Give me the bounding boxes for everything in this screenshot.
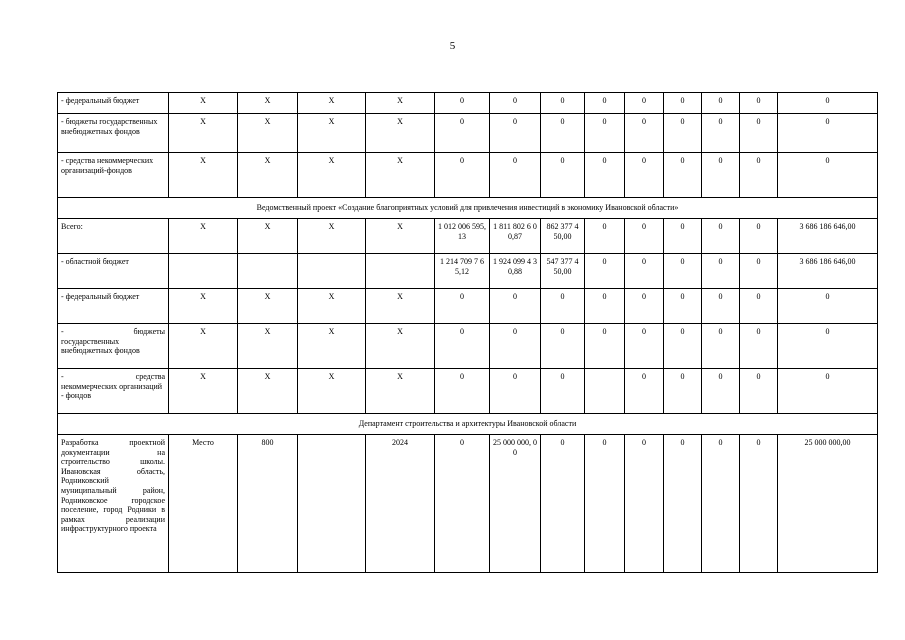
value-cell: 0 (435, 435, 490, 573)
budget-table (57, 92, 878, 573)
extra-cell: X (298, 369, 366, 414)
value-cell: 0 (625, 93, 664, 114)
value-cell: 0 (585, 324, 625, 369)
value-cell: 0 (585, 435, 625, 573)
year-cell: X (366, 93, 435, 114)
code-cell: X (238, 369, 298, 414)
table-row (58, 324, 878, 369)
row-name: - бюджеты государственных внебюджетных фондов (58, 114, 169, 153)
unit-cell (169, 254, 238, 289)
value-cell: 0 (664, 254, 702, 289)
value-cell: 0 (585, 114, 625, 153)
unit-cell: X (169, 93, 238, 114)
value-cell: 0 (702, 435, 740, 573)
row-name: Всего: (58, 219, 169, 254)
row-name: - средства некоммерческих организаций-фондов (58, 153, 169, 198)
value-cell: 0 (702, 219, 740, 254)
value-cell: 0 (702, 254, 740, 289)
value-cell: 0 (585, 153, 625, 198)
total-cell: 3 686 186 646,00 (778, 254, 878, 289)
value-cell: 0 (740, 324, 778, 369)
value-cell: 0 (625, 114, 664, 153)
code-cell: 800 (238, 435, 298, 573)
value-cell: 0 (702, 324, 740, 369)
year-cell: X (366, 114, 435, 153)
value-cell: 0 (490, 93, 541, 114)
unit-cell: Место (169, 435, 238, 573)
year-cell: 2024 (366, 435, 435, 573)
row-name: - областной бюджет (58, 254, 169, 289)
value-cell: 0 (625, 435, 664, 573)
year-cell: X (366, 219, 435, 254)
row-name-word: средства (135, 372, 165, 381)
table-row (58, 254, 878, 289)
value-cell: 0 (664, 435, 702, 573)
value-cell: 0 (541, 435, 585, 573)
table-row (58, 289, 878, 324)
row-name-cell (58, 369, 169, 414)
code-cell: X (238, 153, 298, 198)
value-cell: 0 (585, 219, 625, 254)
value-cell: 1 012 006 595,13 (435, 219, 490, 254)
value-cell: 0 (435, 289, 490, 324)
value-cell: 0 (541, 369, 585, 414)
value-cell: 0 (740, 289, 778, 324)
value-cell: 0 (740, 93, 778, 114)
year-cell: X (366, 153, 435, 198)
total-cell: 0 (778, 93, 878, 114)
total-cell: 0 (778, 153, 878, 198)
value-cell: 547 377 4 50,00 (541, 254, 585, 289)
value-cell (585, 369, 625, 414)
total-cell: 3 686 186 646,00 (778, 219, 878, 254)
value-cell: 0 (625, 219, 664, 254)
value-cell: 0 (625, 369, 664, 414)
value-cell: 0 (740, 114, 778, 153)
value-cell: 0 (664, 219, 702, 254)
extra-cell (298, 254, 366, 289)
row-name-word: бюджеты (133, 327, 165, 336)
table-row (58, 153, 878, 198)
value-cell: 0 (702, 289, 740, 324)
row-name-cell (58, 324, 169, 369)
extra-cell: X (298, 114, 366, 153)
value-cell: 0 (541, 93, 585, 114)
value-cell: 0 (625, 153, 664, 198)
row-name-rest: некоммерческих организаций - фондов (61, 381, 163, 401)
value-cell: 0 (541, 289, 585, 324)
unit-cell: X (169, 324, 238, 369)
value-cell: 0 (490, 324, 541, 369)
table-row (58, 114, 878, 153)
section-title: Ведомственный проект «Создание благоприятных условий для привлечения инвестиций в экономику Ивановской области» (58, 198, 878, 219)
extra-cell: X (298, 289, 366, 324)
extra-cell: X (298, 324, 366, 369)
value-cell: 0 (664, 289, 702, 324)
total-cell: 0 (778, 369, 878, 414)
row-name-dash: - (61, 327, 64, 336)
value-cell: 0 (541, 153, 585, 198)
code-cell: X (238, 324, 298, 369)
total-cell: 25 000 000,00 (778, 435, 878, 573)
value-cell: 0 (435, 114, 490, 153)
value-cell: 0 (664, 369, 702, 414)
code-cell: X (238, 289, 298, 324)
unit-cell: X (169, 219, 238, 254)
unit-cell: X (169, 369, 238, 414)
value-cell: 0 (435, 153, 490, 198)
value-cell: 0 (585, 289, 625, 324)
value-cell: 0 (702, 369, 740, 414)
value-cell: 0 (702, 93, 740, 114)
code-cell (238, 254, 298, 289)
value-cell: 1 811 802 6 00,87 (490, 219, 541, 254)
extra-cell: X (298, 219, 366, 254)
year-cell: X (366, 289, 435, 324)
value-cell: 0 (740, 435, 778, 573)
row-name: Разработка проектной документации на строительство школы. Ивановская область, Родниковский муниципальный район, Родниковское городское поселение, город Родники в рамках реализации инфраструктурного проекта (58, 435, 169, 573)
value-cell: 862 377 4 50,00 (541, 219, 585, 254)
table-row (58, 435, 878, 573)
total-cell: 0 (778, 324, 878, 369)
year-cell: X (366, 369, 435, 414)
value-cell: 0 (585, 93, 625, 114)
value-cell: 0 (702, 153, 740, 198)
value-cell: 1 924 099 4 30,88 (490, 254, 541, 289)
code-cell: X (238, 93, 298, 114)
row-name-rest: государственных внебюджетных фондов (61, 336, 140, 356)
unit-cell: X (169, 114, 238, 153)
value-cell: 0 (585, 254, 625, 289)
row-name: - федеральный бюджет (58, 289, 169, 324)
value-cell: 1 214 709 7 65,12 (435, 254, 490, 289)
page-number: 5 (449, 40, 456, 52)
value-cell: 0 (490, 369, 541, 414)
value-cell: 0 (664, 153, 702, 198)
value-cell: 0 (740, 369, 778, 414)
year-cell (366, 254, 435, 289)
value-cell: 0 (541, 324, 585, 369)
value-cell: 0 (664, 93, 702, 114)
table-row (58, 219, 878, 254)
row-name-dash: - (61, 372, 64, 381)
table-row (58, 369, 878, 414)
value-cell: 0 (625, 324, 664, 369)
value-cell: 0 (435, 369, 490, 414)
value-cell: 0 (702, 114, 740, 153)
extra-cell (298, 435, 366, 573)
value-cell: 0 (740, 153, 778, 198)
section-title: Департамент строительства и архитектуры Ивановской области (58, 414, 878, 435)
value-cell: 0 (490, 289, 541, 324)
unit-cell: X (169, 153, 238, 198)
extra-cell: X (298, 153, 366, 198)
row-name: - федеральный бюджет (58, 93, 169, 114)
value-cell: 0 (664, 324, 702, 369)
value-cell: 0 (664, 114, 702, 153)
value-cell: 0 (625, 289, 664, 324)
code-cell: X (238, 219, 298, 254)
value-cell: 0 (490, 114, 541, 153)
value-cell: 0 (625, 254, 664, 289)
extra-cell: X (298, 93, 366, 114)
total-cell: 0 (778, 114, 878, 153)
value-cell: 0 (490, 153, 541, 198)
unit-cell: X (169, 289, 238, 324)
value-cell: 0 (435, 93, 490, 114)
value-cell: 0 (740, 219, 778, 254)
year-cell: X (366, 324, 435, 369)
value-cell: 0 (435, 324, 490, 369)
value-cell: 0 (541, 114, 585, 153)
code-cell: X (238, 114, 298, 153)
value-cell: 0 (740, 254, 778, 289)
total-cell: 0 (778, 289, 878, 324)
value-cell: 25 000 000, 00 (490, 435, 541, 573)
table-row (58, 93, 878, 114)
